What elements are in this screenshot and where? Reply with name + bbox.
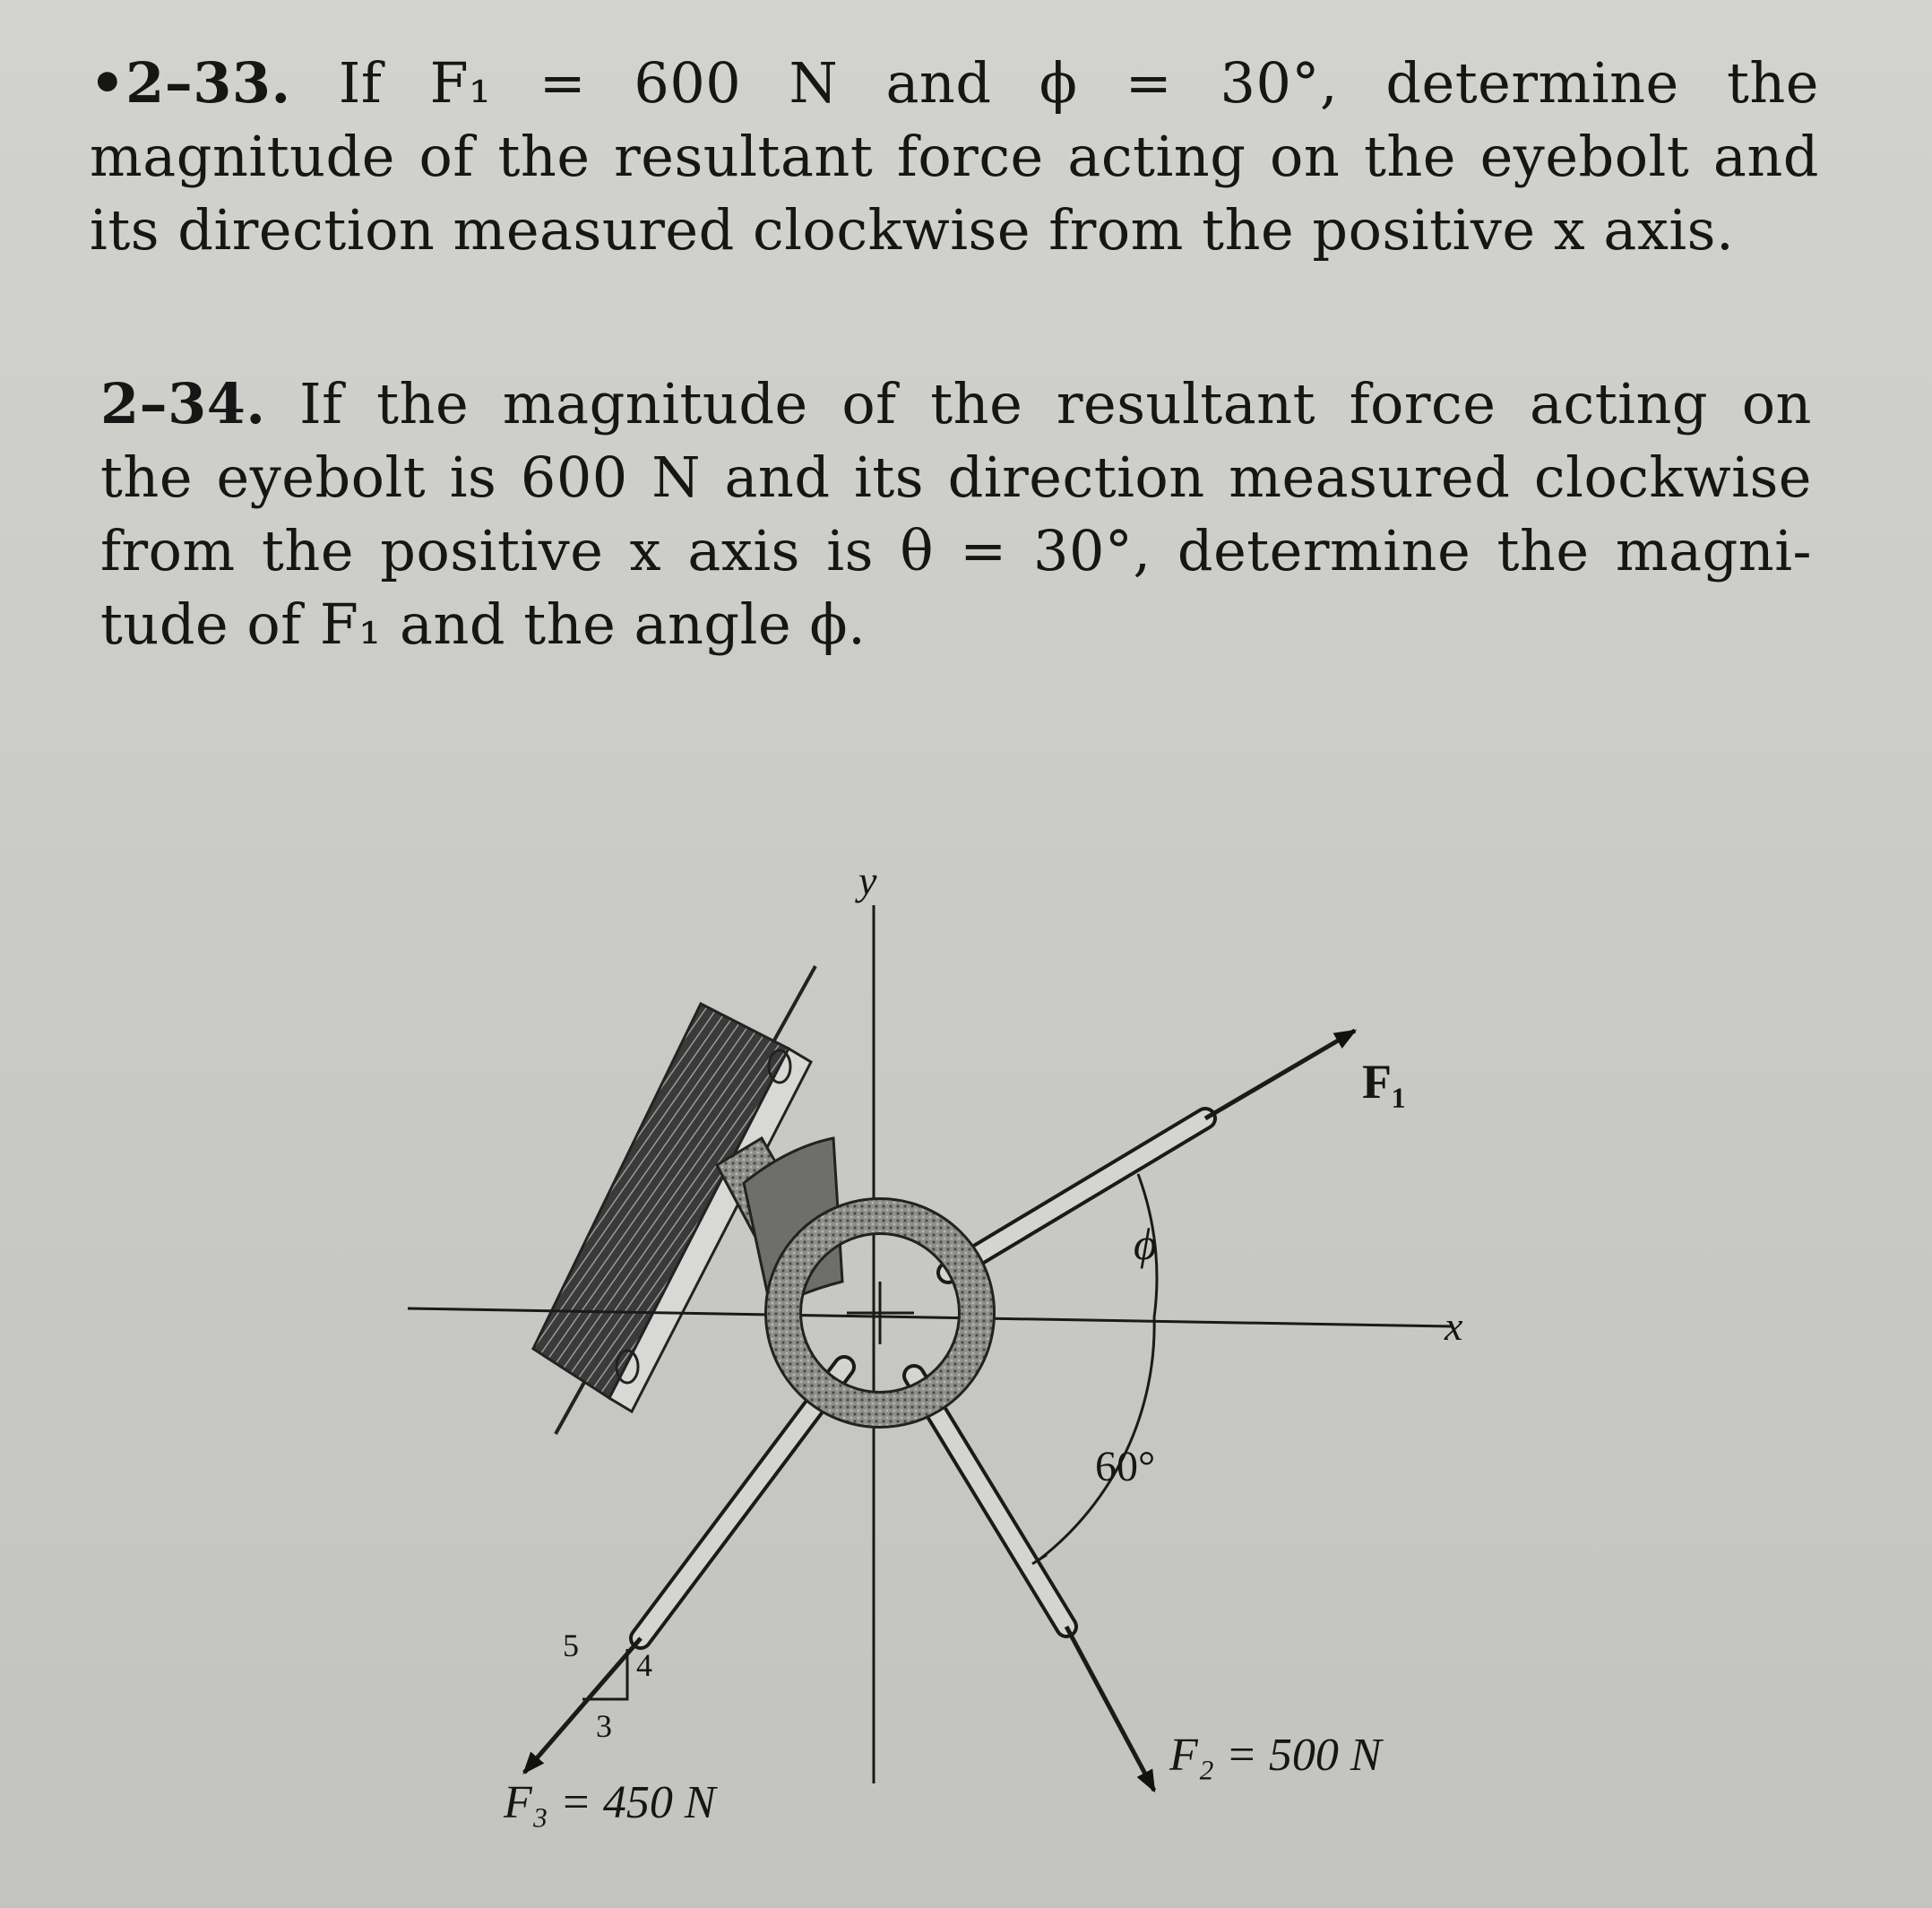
y-axis-label: y xyxy=(858,858,877,903)
problem-2-34-line-2: the eyebolt is 600 N and its direction measured clockwise xyxy=(100,445,1812,510)
x-axis-label: x xyxy=(1445,1303,1463,1349)
problem-2-34-line-1: 2–34. If the magnitude of the resultant force acting on xyxy=(100,371,1812,436)
problem-2-34-line-3: from the positive x axis is θ = 30°, determine the magni- xyxy=(100,518,1812,583)
problem-2-33-line-3: its direction measured clockwise from the positive x axis. xyxy=(90,197,1735,263)
cable-f3 xyxy=(524,1367,844,1773)
f3-label: F₃ = 450 N xyxy=(504,1777,716,1828)
f1-label: F₁ xyxy=(1362,1055,1407,1109)
eyebolt-ring xyxy=(783,1216,977,1410)
slope-label-5: 5 xyxy=(563,1627,579,1663)
slope-label-4: 4 xyxy=(636,1647,652,1683)
problem-2-33-line-2: magnitude of the resultant force acting on the eyebolt and xyxy=(90,124,1819,189)
cable-f2 xyxy=(914,1376,1154,1791)
problem-2-34-number: 2–34. xyxy=(100,371,266,436)
slope-label-3: 3 xyxy=(596,1708,612,1744)
phi-label: ϕ xyxy=(1134,1219,1157,1269)
f2-label: F₂ = 500 N xyxy=(1169,1730,1382,1781)
problem-2-33-number: •2–33. xyxy=(90,50,291,116)
angle-60-label: 60° xyxy=(1095,1443,1156,1490)
problem-2-33-line-1: •2–33. If F₁ = 600 N and ϕ = 30°, determine the xyxy=(90,50,1819,116)
problem-2-34-line-4: tude of F₁ and the angle ϕ. xyxy=(100,591,867,657)
